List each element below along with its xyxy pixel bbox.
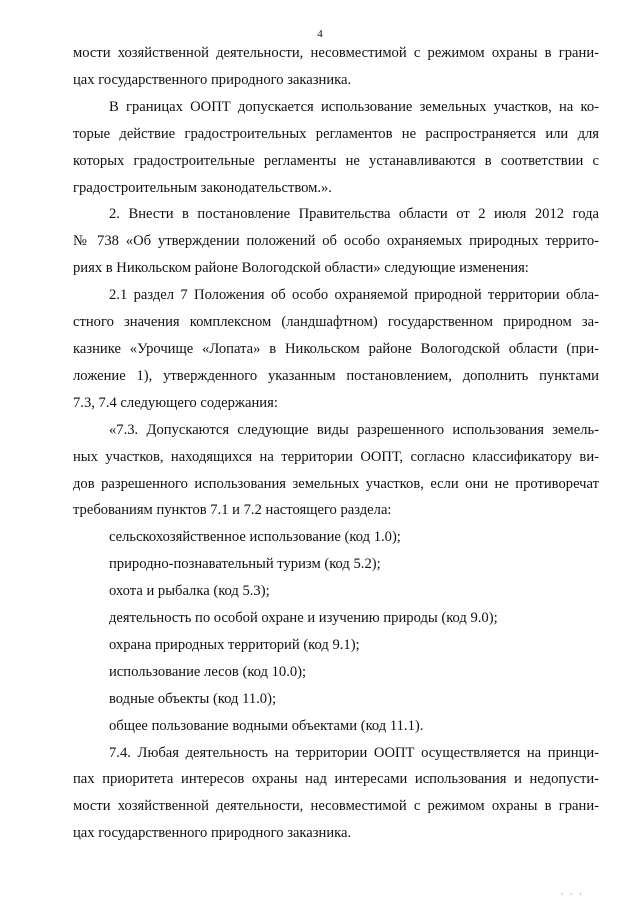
text-line: цах государственного природного заказника. [73,71,352,88]
paragraph-continuation [73,40,599,94]
text-line: 2.1 раздел 7 Положения об особо охраняемой природной территории обла- [109,287,599,304]
paragraph-land-use [73,94,599,202]
list-item: водные объекты (код 11.0); [109,690,277,707]
document-body [73,40,599,847]
text-line: градостроительным законодательством.». [73,179,332,196]
text-line: 2. Внести в постановление Правительства области от 2 июля 2012 года [109,206,599,223]
text-line: торые действие градостроительных регламентов не распространяется или для [73,125,599,142]
text-line: стного значения комплексном (ландшафтном) государственном природном за- [73,314,599,331]
text-line: требованиям пунктов 7.1 и 7.2 настоящего раздела: [73,502,392,519]
text-line: мости хозяйственной деятельности, несовместимой с режимом охраны в грани- [73,45,599,61]
text-line: цах государственного природного заказника. [73,825,352,842]
list-item: использование лесов (код 10.0); [109,663,307,680]
list-item: охота и рыбалка (код 5.3); [109,583,270,600]
text-line: мости хозяйственной деятельности, несовместимой с режимом охраны в грани- [73,798,599,815]
list-item: общее пользование водными объектами (код 11.1). [109,717,424,734]
paragraph-item-7-4 [73,740,599,848]
corner-mark: · · · [560,889,584,899]
text-line: пах приоритета интересов охраны над интересами использования и недопусти- [73,771,599,788]
text-line: «7.3. Допускаются следующие виды разрешенного использования земель- [109,421,599,438]
text-line: казнике «Урочище «Лопата» в Никольском районе Вологодской области (при- [73,340,599,357]
text-line: В границах ООПТ допускается использование земельных участков, на ко- [109,98,599,115]
text-line: дов разрешенного использования земельных участков, если они не противоречат [73,475,599,492]
list-item: охрана природных территорий (код 9.1); [109,636,360,653]
paragraph-item-2 [73,201,599,282]
text-line: 7.4. Любая деятельность на территории ООПТ осуществляется на принци- [109,744,599,761]
text-line: № 738 «Об утверждении положений об особо охраняемых природных террито- [73,233,599,250]
list-item: природно-познавательный туризм (код 5.2); [109,556,381,573]
paragraph-item-7-3 [73,417,599,525]
text-line: ных участков, находящихся на территории ООПТ, согласно классификатору ви- [73,448,599,465]
text-line: риях в Никольском районе Вологодской области» следующие изменения: [73,260,529,277]
text-line: ложение 1), утвержденного указанным постановлением, дополнить пунктами [73,367,599,384]
page-number: 4 [317,28,323,40]
text-line: 7.3, 7.4 следующего содержания: [73,394,278,411]
paragraph-item-2-1 [73,282,599,417]
permitted-uses-list [73,524,599,739]
text-line: которых градостроительные регламенты не устанавливаются в соответствии с [73,152,599,169]
list-item: деятельность по особой охране и изучению природы (код 9.0); [109,610,498,627]
list-item: сельскохозяйственное использование (код 1.0); [109,529,401,546]
